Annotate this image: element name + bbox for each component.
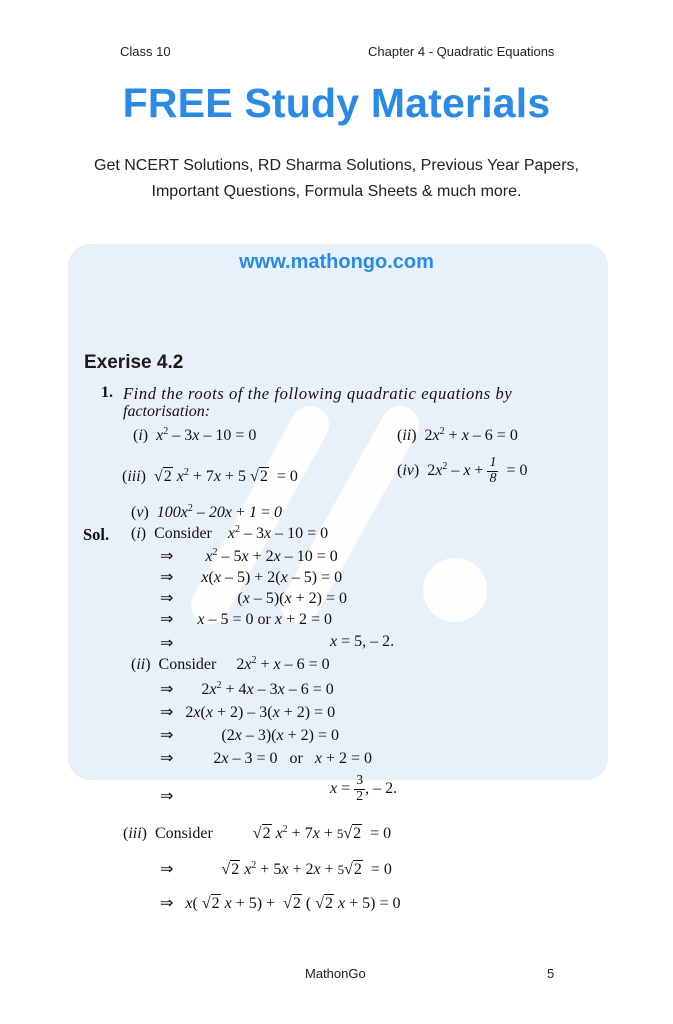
footer-brand: MathonGo [305, 966, 366, 981]
part-ii: (ii) $2x^2 + x - 6 = 0$ [397, 426, 518, 444]
sol-i-line3: ⇒ x(x – 5) + 2(x – 5) = 0 [160, 569, 343, 586]
implies-arrow-icon: ⇒ [160, 750, 174, 767]
part-iv: (iv) $2x^2$ – x + $\frac{1}{8}$ = 0 [397, 455, 528, 486]
implies-arrow-icon: ⇒ [160, 704, 174, 721]
sol-i-line6 [160, 633, 173, 653]
sol-i-line1: (i) Consider $x^2 - 3x - 10 = 0$ [131, 524, 329, 542]
implies-arrow-icon: ⇒ [160, 895, 174, 912]
part-v: (v) $100x^2 - 20x + 1 = 0$ [131, 503, 283, 521]
banner-subtitle-line1: Get NCERT Solutions, RD Sharma Solutions, Previous Year Papers, [94, 157, 579, 174]
question-text-line1: Find the roots of the following quadratic equations by [123, 384, 513, 403]
sol-ii-line4: ⇒ (2x – 3)(x + 2) = 0 [160, 727, 339, 744]
implies-arrow-icon: ⇒ [160, 611, 174, 628]
class-label: Class 10 [120, 44, 171, 59]
sol-i-line4: ⇒ (x – 5)(x + 2) = 0 [160, 590, 347, 607]
page-number: 5 [547, 966, 555, 981]
exercise-heading: Exerise 4.2 [84, 352, 184, 373]
question-number: 1. [101, 384, 113, 401]
sol-iii-line3: ⇒ x( √2 x + 5) + √2 ( √2 x + 5) = 0 [160, 895, 401, 912]
sol-ii-answer: x = $\frac{3}{2}$ , – 2. [330, 773, 398, 804]
sol-i-line5: ⇒ x – 5 = 0 or x + 2 = 0 [160, 611, 333, 628]
sol-ii-line3: ⇒ 2x(x + 2) – 3(x + 2) = 0 [160, 704, 336, 721]
implies-arrow-icon: ⇒ [160, 590, 174, 607]
banner-title: FREE Study Materials [122, 80, 551, 126]
implies-arrow-icon: ⇒ [160, 788, 174, 805]
banner-subtitle-line2: Important Questions, Formula Sheets & much more. [151, 183, 522, 200]
implies-arrow-icon: ⇒ [160, 635, 174, 652]
implies-arrow-icon: ⇒ [160, 861, 174, 878]
implies-arrow-icon: ⇒ [160, 727, 174, 744]
chapter-label: Chapter 4 - Quadratic Equations [368, 44, 555, 59]
implies-arrow-icon: ⇒ [160, 548, 174, 565]
sol-iii-line1: (iii) Consider √2 $x^2 + 7x + 5√2 = 0$ [123, 824, 392, 842]
sol-label: Sol. [83, 525, 110, 544]
sol-ii-line2: ⇒ $2x^2 + 4x - 3x - 6 = 0$ [160, 680, 334, 698]
sol-iii-line2: ⇒ √2 $x^2 + 5x + 2x + 5√2 = 0$ [160, 860, 392, 878]
part-iii: (iii) √2 $x^2 + 7x + 5$ √2 = 0 [122, 467, 298, 485]
sol-ii-line6 [160, 786, 173, 806]
website-link[interactable]: www.mathongo.com [239, 251, 434, 273]
implies-arrow-icon: ⇒ [160, 681, 174, 698]
part-i: (i) $x^2 - 3x - 10 = 0$ [133, 426, 257, 444]
sol-i-line2: ⇒ $x^2 - 5x + 2x - 10 = 0$ [160, 547, 338, 565]
sol-i-answer: x = 5, – 2. [330, 633, 395, 650]
sol-ii-line5: ⇒ 2x – 3 = 0 or x + 2 = 0 [160, 750, 373, 767]
question-text-line2: factorisation: [123, 403, 211, 420]
implies-arrow-icon: ⇒ [160, 569, 174, 586]
sol-ii-line1: (ii) Consider $2x^2 + x - 6 = 0$ [131, 655, 330, 673]
